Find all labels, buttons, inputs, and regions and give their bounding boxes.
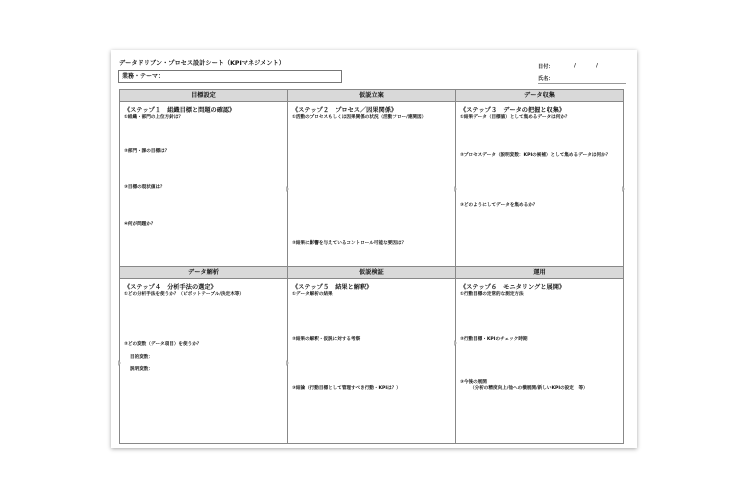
date-field[interactable] <box>538 63 598 70</box>
step-title: 《ステップ５ 結果と解釈》 <box>292 284 373 291</box>
flow-arrow-icon <box>622 186 625 192</box>
question: ③目標の現状値は？ <box>124 185 165 190</box>
question: ②部門・課の目標は？ <box>124 149 170 154</box>
cell-header: データ収集 <box>456 90 623 102</box>
cell-header: 目標設定 <box>120 90 287 102</box>
question: ①どの分析手法を使うか？（ピボットテーブル/決定木等） <box>124 292 244 297</box>
step-title: 《ステップ６ モニタリングと展開》 <box>460 284 566 291</box>
question: ②プロセスデータ（説明変数：KPIの候補）として集めるデータは何か？ <box>460 153 611 158</box>
question: ③結論（行動目標として管理すべき行動・KPIは？） <box>292 386 401 391</box>
design-sheet <box>111 50 637 448</box>
cell-header: 運用 <box>456 267 623 279</box>
question: ①活動のプロセスもしくは因果関係の状況（活動フロー/連関図） <box>292 115 427 120</box>
question-note: （分析の精度向上/他への横展開/新しいKPIの設定 等） <box>470 386 588 391</box>
question: ①組織・部門の上位方針は？ <box>124 115 184 120</box>
question: ②結果に影響を与えているコントロール可能な要因は？ <box>292 241 407 246</box>
step-title: 《ステップ４ 分析手法の選定》 <box>124 284 217 291</box>
question: ①結果データ（目標値）として集めるデータは何か？ <box>460 115 570 120</box>
cell-header: 仮説検証 <box>288 267 455 279</box>
step-grid <box>119 89 624 444</box>
question: ①データ解析の結果 <box>292 292 333 297</box>
flow-arrow-icon <box>118 360 121 366</box>
theme-label: 業務・テーマ： <box>122 73 165 80</box>
flow-arrow-icon <box>286 186 289 192</box>
date-label: 日付： <box>538 64 554 70</box>
sheet-title: データドリブン・プロセス設計シート（KPIマネジメント） <box>119 60 285 67</box>
explanatory-variable-label: 説明変数： <box>130 367 153 372</box>
date-separator: / <box>574 63 576 69</box>
cell-data-collection <box>456 90 623 267</box>
date-separator: / <box>596 63 598 69</box>
question: ②どの変数（データ項目）を使うか？ <box>124 342 202 347</box>
cell-goal-setting <box>120 90 288 267</box>
cell-operation <box>456 267 623 443</box>
cell-hypothesis-verification <box>288 267 456 443</box>
question: ④何が問題か？ <box>124 222 156 227</box>
question: ①行動目標の定常的な測定方法 <box>460 292 524 297</box>
flow-arrow-icon <box>286 360 289 366</box>
flow-arrow-icon <box>454 340 457 346</box>
name-label: 氏名： <box>538 76 554 82</box>
question: ③どのようにしてデータを集めるか？ <box>460 203 538 208</box>
step-title: 《ステップ１ 組織目標と問題の確認》 <box>124 107 236 114</box>
question: ②行動目標・KPIのチェック時期 <box>460 337 528 342</box>
step-title: 《ステップ２ プロセス／因果関係》 <box>292 107 398 114</box>
question: ③今後の展開 <box>460 380 487 385</box>
cell-header: データ解析 <box>120 267 287 279</box>
target-variable-label: 目的変数： <box>130 355 153 360</box>
cell-data-analysis <box>120 267 288 443</box>
cell-hypothesis <box>288 90 456 267</box>
step-title: 《ステップ３ データの把握と収集》 <box>460 107 566 114</box>
name-field[interactable] <box>538 75 626 84</box>
cell-header: 仮説立案 <box>288 90 455 102</box>
theme-field[interactable] <box>118 70 342 83</box>
flow-arrow-icon <box>454 186 457 192</box>
question: ②結果の解釈・仮説に対する考察 <box>292 337 361 342</box>
